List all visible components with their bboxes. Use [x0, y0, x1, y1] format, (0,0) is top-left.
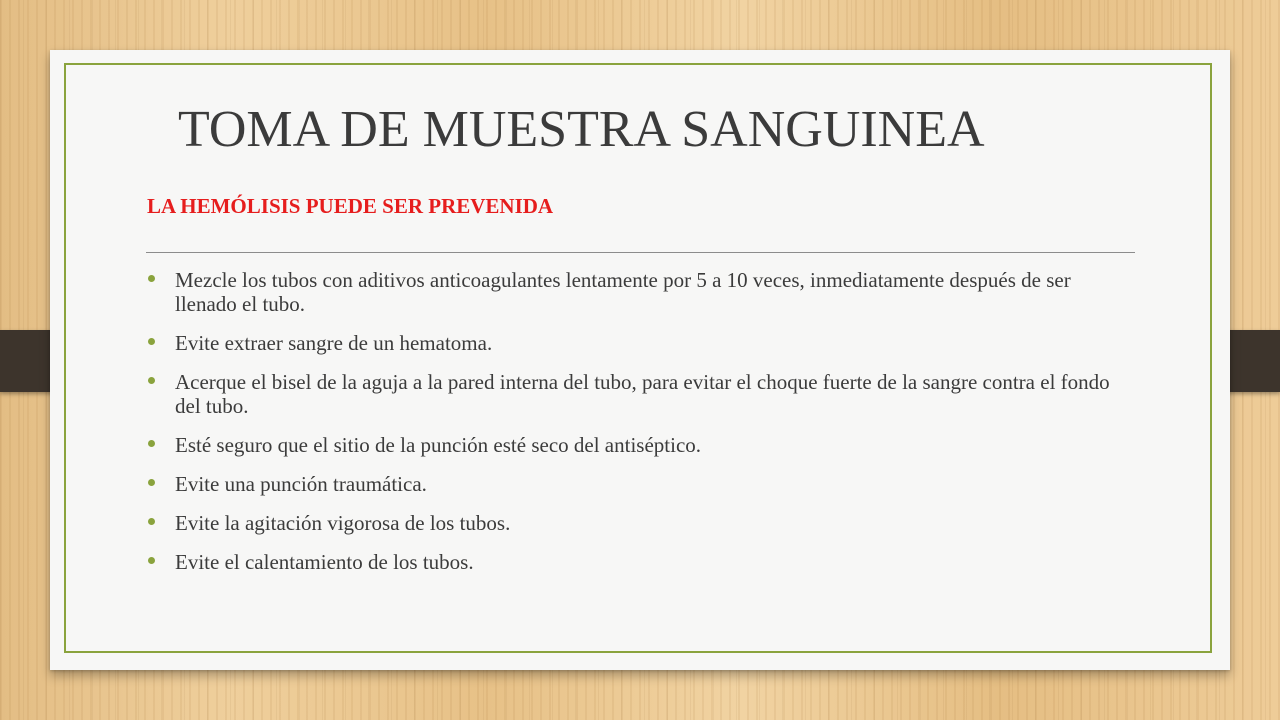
bullet-text: Evite extraer sangre de un hematoma. — [175, 331, 493, 355]
bullet-text: Evite una punción traumática. — [175, 472, 427, 496]
bullet-item — [146, 331, 1126, 355]
bullet-list — [146, 268, 1126, 589]
bullet-item — [146, 268, 1126, 316]
divider-line — [146, 252, 1135, 253]
bullet-item — [146, 511, 1126, 535]
bullet-text: Mezcle los tubos con aditivos anticoagulantes lentamente por 5 a 10 veces, inmediatamente después de ser llenado el tubo. — [175, 268, 1071, 316]
bullet-dot-icon — [148, 557, 155, 564]
bullet-dot-icon — [148, 440, 155, 447]
bullet-dot-icon — [148, 377, 155, 384]
bullet-item — [146, 550, 1126, 574]
bullet-dot-icon — [148, 275, 155, 282]
bullet-dot-icon — [148, 479, 155, 486]
bullet-item — [146, 472, 1126, 496]
bullet-text: Esté seguro que el sitio de la punción esté seco del antiséptico. — [175, 433, 702, 457]
bullet-item — [146, 433, 1126, 457]
slide-title: TOMA DE MUESTRA SANGUINEA — [178, 101, 985, 158]
bullet-text: Acerque el bisel de la aguja a la pared interna del tubo, para evitar el choque fuerte de la sangre contra el fondo del tubo. — [175, 370, 1110, 418]
bullet-dot-icon — [148, 338, 155, 345]
bullet-text: Evite la agitación vigorosa de los tubos. — [175, 511, 511, 535]
bullet-dot-icon — [148, 518, 155, 525]
bullet-text: Evite el calentamiento de los tubos. — [175, 550, 474, 574]
bullet-item — [146, 370, 1126, 418]
slide-subtitle: LA HEMÓLISIS PUEDE SER PREVENIDA — [147, 194, 554, 218]
